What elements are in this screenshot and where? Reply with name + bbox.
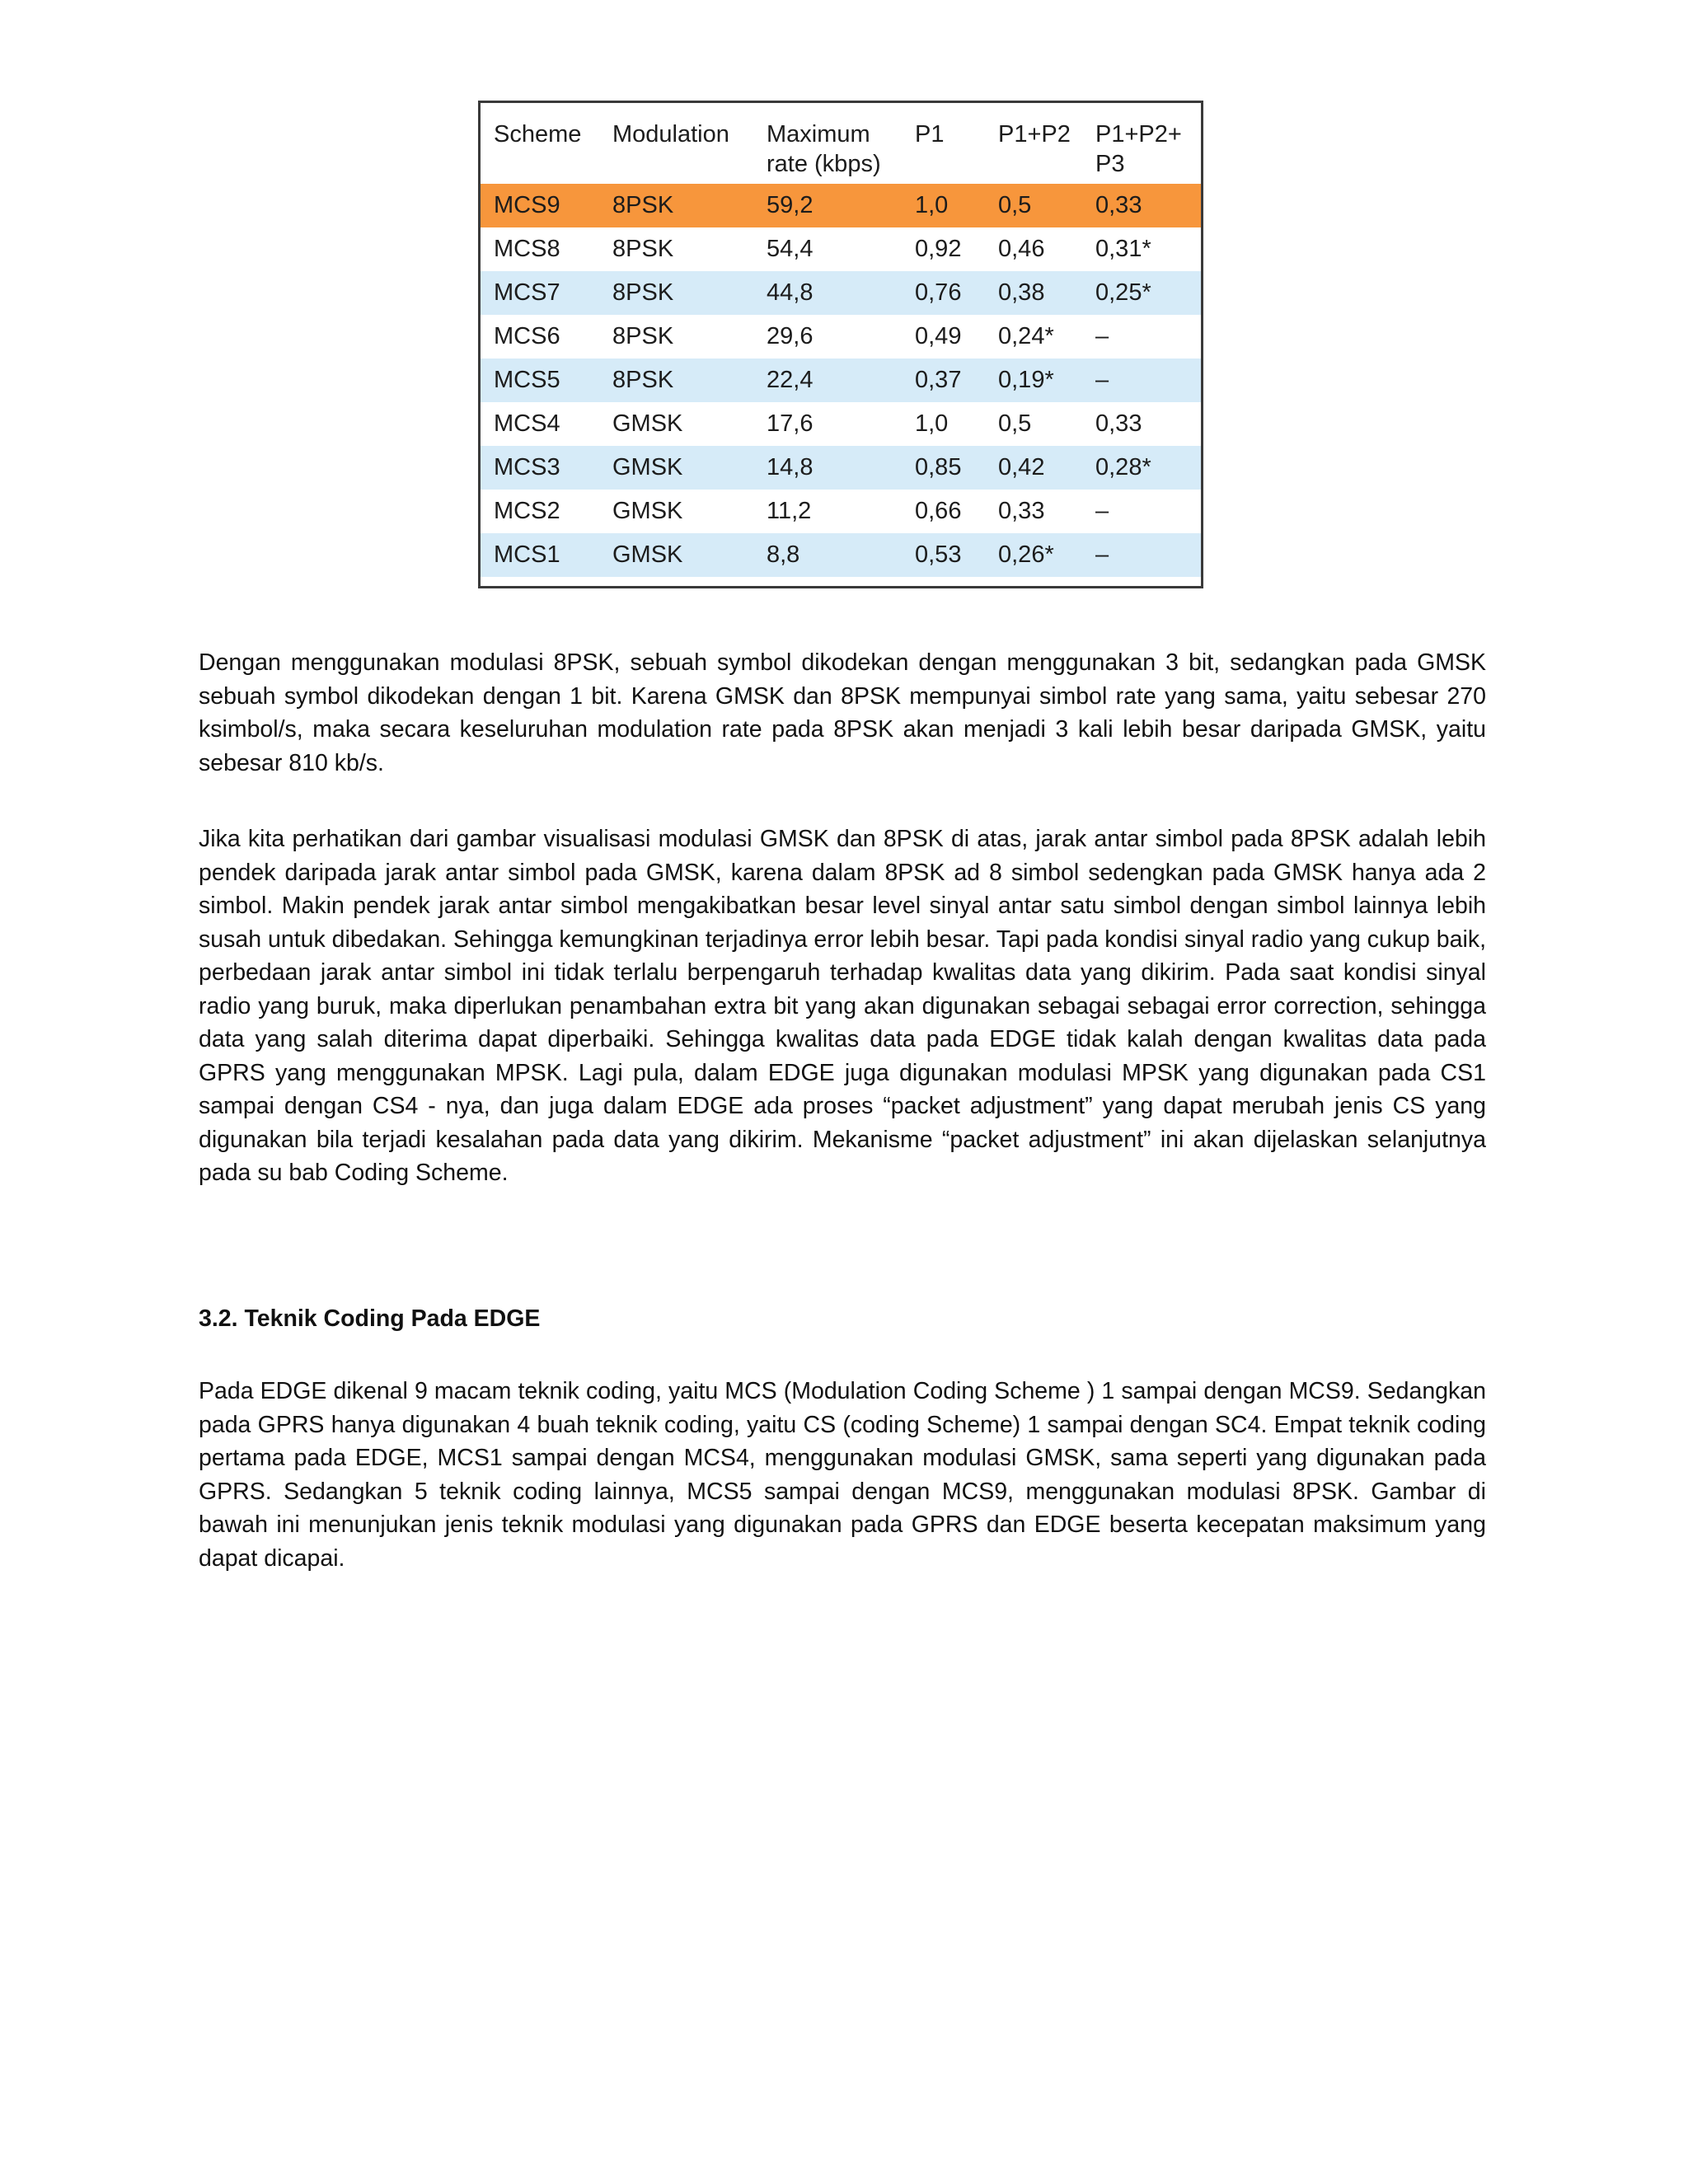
table-row (481, 402, 1201, 446)
table-row (481, 533, 1201, 577)
table-row (481, 359, 1201, 402)
table-cell: 8PSK (599, 227, 753, 271)
table-cell: 0,76 (902, 271, 985, 315)
table-cell: 8PSK (599, 359, 753, 402)
table-cell: – (1082, 533, 1201, 577)
table-cell: 14,8 (753, 446, 902, 490)
header-p1: P1 (902, 103, 985, 184)
table-cell: MCS7 (481, 271, 599, 315)
table-cell: 0,5 (985, 402, 1082, 446)
table-cell: MCS2 (481, 490, 599, 533)
paragraph-text: Jika kita perhatikan dari gambar visualisasi modulasi GMSK dan 8PSK di atas, jarak antar simbol pada 8PSK adalah lebih pendek daripada jarak antar simbol pada GMSK, karena dalam 8PSK ad 8 simbol sedengkan pada GMSK hanya ada 2 simbol. Makin pendek jarak antar simbol mengakibatkan besar level sinyal antar satu simbol dengan simbol lainnya lebih susah untuk dibedakan. Sehingga kemungkinan terjadinya error lebih besar. Tapi pada kondisi sinyal radio yang cukup baik, perbedaan jarak antar simbol ini tidak terlalu berpengaruh terhadap kwalitas data yang dikirim. Pada saat kondisi sinyal radio yang buruk, maka diperlukan penambahan extra bit yang akan digunakan sebagai sebagai error correction, sehingga data yang salah diterima dapat diperbaiki. Sehingga kwalitas data pada EDGE tidak kalah dengan kwalitas data pada GPRS yang menggunakan MPSK. Lagi pula, dalam EDGE juga digunakan modulasi MPSK yang digunakan pada CS1 sampai dengan CS4 - nya, dan juga dalam EDGE ada proses “packet adjustment” yang dapat merubah jenis CS yang digunakan bila terjadi kesalahan pada data yang dikirim. Mekanisme “packet adjustment” ini akan dijelaskan selanjutnya pada su bab Coding Scheme. (199, 826, 1486, 1186)
mcs-table-figure (478, 101, 1203, 588)
table-cell: 0,25* (1082, 271, 1201, 315)
table-cell: 1,0 (902, 402, 985, 446)
table-cell: MCS5 (481, 359, 599, 402)
table-cell: 0,38 (985, 271, 1082, 315)
header-p1-p2-p3: P1+P2+ P3 (1082, 103, 1201, 184)
header-max-rate: Maximum rate (kbps) (753, 103, 902, 184)
table-cell: GMSK (599, 490, 753, 533)
table-row (481, 184, 1201, 227)
table-cell: GMSK (599, 402, 753, 446)
table-cell: 22,4 (753, 359, 902, 402)
table-row (481, 315, 1201, 359)
table-cell: 8PSK (599, 271, 753, 315)
section-heading: 3.2. Teknik Coding Pada EDGE (199, 1305, 541, 1332)
table-cell: 11,2 (753, 490, 902, 533)
paragraph-coding-schemes (199, 1375, 1486, 1575)
header-scheme: Scheme (481, 103, 599, 184)
table-cell: MCS8 (481, 227, 599, 271)
table-cell: MCS3 (481, 446, 599, 490)
table-cell: 54,4 (753, 227, 902, 271)
table-cell: 0,85 (902, 446, 985, 490)
table-cell: MCS4 (481, 402, 599, 446)
table-row (481, 271, 1201, 315)
table-header-row (481, 103, 1201, 184)
table-cell: 0,19* (985, 359, 1082, 402)
table-cell: 0,37 (902, 359, 985, 402)
paragraph-modulation-rate (199, 646, 1486, 780)
paragraph-text: Pada EDGE dikenal 9 macam teknik coding, yaitu MCS (Modulation Coding Scheme ) 1 sampai dengan MCS9. Sedangkan pada GPRS hanya digunakan 4 buah teknik coding, yaitu CS (coding Scheme) 1 sampai dengan SC4. Empat teknik coding pertama pada EDGE, MCS1 sampai dengan MCS4, menggunakan modulasi GMSK, sama seperti yang digunakan pada GPRS. Sedangkan 5 teknik coding lainnya, MCS5 sampai dengan MCS9, menggunakan modulasi 8PSK. Gambar di bawah ini menunjukan jenis teknik modulasi yang digunakan pada GPRS dan EDGE beserta kecepatan maksimum yang dapat dicapai. (199, 1378, 1486, 1572)
table-cell: 0,24* (985, 315, 1082, 359)
table-cell: GMSK (599, 446, 753, 490)
table-cell: 17,6 (753, 402, 902, 446)
table-cell: – (1082, 359, 1201, 402)
table-cell: 0,53 (902, 533, 985, 577)
table-cell: 0,66 (902, 490, 985, 533)
table-row (481, 227, 1201, 271)
table-cell: – (1082, 315, 1201, 359)
table-cell: 1,0 (902, 184, 985, 227)
table-cell: 8PSK (599, 184, 753, 227)
table-cell: 59,2 (753, 184, 902, 227)
table-cell: 0,42 (985, 446, 1082, 490)
table-cell: – (1082, 490, 1201, 533)
paragraph-symbol-distance (199, 823, 1486, 1190)
table-cell: 8,8 (753, 533, 902, 577)
mcs-table (481, 103, 1201, 577)
table-cell: 0,33 (1082, 184, 1201, 227)
table-row (481, 490, 1201, 533)
header-modulation: Modulation (599, 103, 753, 184)
table-cell: GMSK (599, 533, 753, 577)
table-cell: MCS6 (481, 315, 599, 359)
table-cell: 44,8 (753, 271, 902, 315)
table-cell: 0,92 (902, 227, 985, 271)
table-cell: 0,28* (1082, 446, 1201, 490)
table-cell: 0,26* (985, 533, 1082, 577)
table-row (481, 446, 1201, 490)
table-cell: MCS1 (481, 533, 599, 577)
table-cell: 8PSK (599, 315, 753, 359)
table-cell: 29,6 (753, 315, 902, 359)
table-cell: 0,5 (985, 184, 1082, 227)
header-p1-p2: P1+P2 (985, 103, 1082, 184)
table-cell: 0,46 (985, 227, 1082, 271)
table-cell: MCS9 (481, 184, 599, 227)
table-cell: 0,33 (1082, 402, 1201, 446)
table-cell: 0,31* (1082, 227, 1201, 271)
table-cell: 0,49 (902, 315, 985, 359)
paragraph-text: Dengan menggunakan modulasi 8PSK, sebuah symbol dikodekan dengan menggunakan 3 bit, sedangkan pada GMSK sebuah symbol dikodekan dengan 1 bit. Karena GMSK dan 8PSK mempunyai simbol rate yang sama, yaitu sebesar 270 ksimbol/s, maka secara keseluruhan modulation rate pada 8PSK akan menjadi 3 kali lebih besar daripada GMSK, yaitu sebesar 810 kb/s. (199, 649, 1486, 776)
table-cell: 0,33 (985, 490, 1082, 533)
